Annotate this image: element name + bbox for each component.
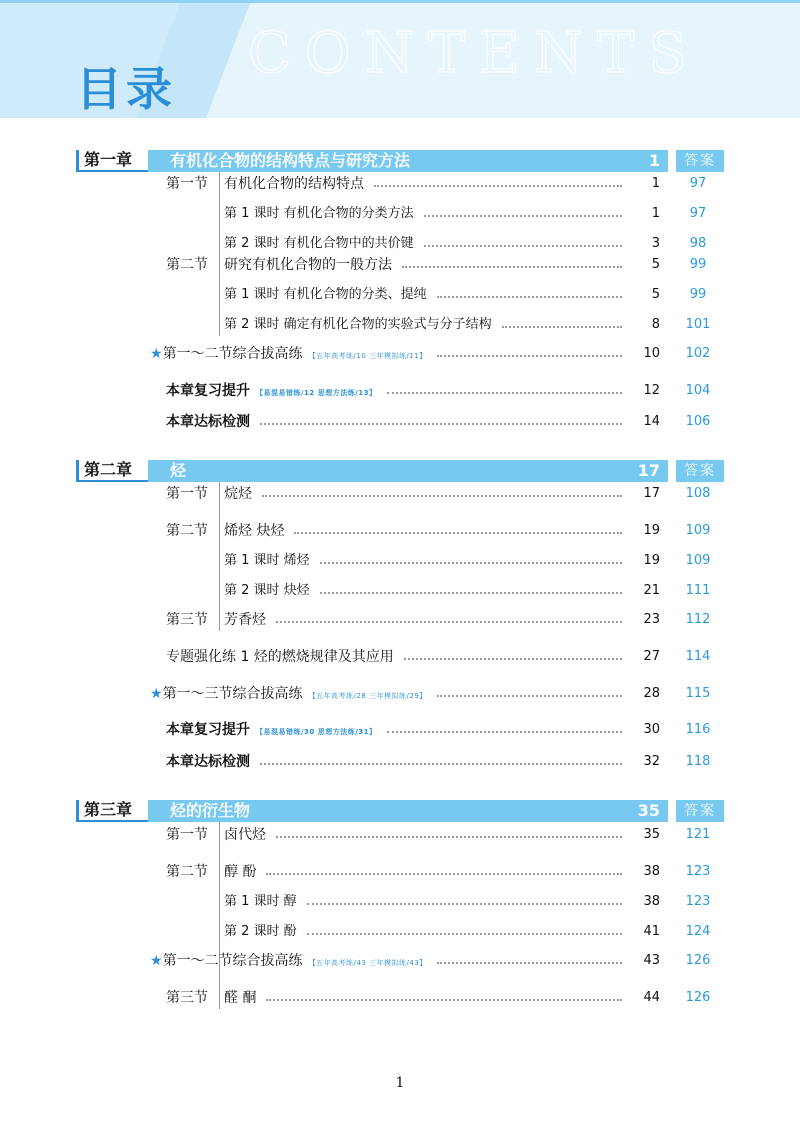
entry-title (166, 719, 377, 743)
dot-leader (424, 215, 622, 217)
chapter-block (76, 460, 724, 773)
toc-row[interactable] (76, 284, 724, 306)
entry-page: 19 (643, 553, 660, 568)
contents-watermark: CONTENTS (248, 21, 701, 86)
entry-text: 本章复习提升 (166, 722, 250, 738)
dot-leader (266, 999, 622, 1001)
entry-text: 本章复习提升 (166, 383, 250, 399)
entry-title (224, 284, 427, 306)
entry-title (224, 609, 266, 631)
toc-row[interactable] (76, 173, 724, 195)
entry-answer-page: 102 (685, 346, 711, 361)
section-label: 第一节 (166, 486, 208, 502)
chapter-title[interactable]: 烃的衍生物 (148, 800, 668, 822)
entry-page: 38 (643, 894, 660, 909)
entry-answer-page: 126 (685, 953, 711, 968)
entry-answer-page: 109 (685, 523, 711, 538)
entry-tag: 【易混易错练/12 思想方法练/13】 (256, 389, 377, 397)
entry-text: 第 2 课时 炔烃 (224, 583, 310, 598)
entry-page: 28 (643, 686, 660, 701)
entry-text: 第 2 课时 酚 (224, 924, 297, 939)
dot-leader (374, 185, 622, 187)
dot-leader (402, 266, 622, 268)
entry-answer-page: 109 (685, 553, 711, 568)
entry-title (224, 314, 492, 336)
entry-title (224, 254, 392, 276)
page-title: 目录 (76, 62, 176, 116)
entry-answer-page: 123 (685, 864, 711, 879)
entry-answer-page: 112 (685, 612, 711, 627)
section-label: 第二节 (166, 864, 208, 880)
entry-page: 5 (651, 287, 660, 302)
entry-page: 35 (643, 827, 660, 842)
star-icon: ★ (150, 346, 163, 362)
entry-title (224, 233, 414, 255)
entry-page: 38 (643, 864, 660, 879)
entry-text: 第 1 课时 烯烃 (224, 553, 310, 568)
dot-leader (404, 658, 622, 660)
entry-text: 第一～二节综合拔高练 (162, 953, 303, 969)
toc-row[interactable] (76, 683, 724, 705)
entry-text: 第 1 课时 有机化合物的分类、提纯 (224, 287, 427, 302)
entry-title (224, 580, 310, 602)
toc-row[interactable] (76, 751, 724, 773)
entry-title (166, 411, 250, 433)
dot-leader (294, 532, 622, 534)
entry-page: 23 (643, 612, 660, 627)
entry-answer-page: 97 (689, 206, 707, 221)
chapter-label: 第一章 (76, 150, 148, 172)
entry-page: 3 (651, 236, 660, 251)
toc-row[interactable] (76, 987, 724, 1009)
entry-text: 本章达标检测 (166, 414, 250, 430)
entry-title (224, 520, 284, 542)
entry-title (224, 891, 297, 913)
entry-tag: 【易混易错练/30 思想方法练/31】 (256, 728, 377, 736)
entry-page: 10 (643, 346, 660, 361)
entry-answer-page: 101 (685, 317, 711, 332)
entry-answer-page: 121 (685, 827, 711, 842)
dot-leader (424, 245, 622, 247)
entry-text: 第 2 课时 有机化合物中的共价键 (224, 236, 414, 251)
toc-row[interactable] (76, 646, 724, 668)
entry-answer-page: 115 (685, 686, 711, 701)
dot-leader (387, 731, 622, 733)
entry-tag: 【五年高考练/28 三年模拟练/29】 (308, 692, 427, 700)
entry-answer-page: 111 (685, 583, 711, 598)
dot-leader (276, 836, 622, 838)
entry-text: 有机化合物的结构特点 (224, 176, 364, 192)
section-label: 第二节 (166, 523, 208, 539)
entry-title (150, 950, 427, 974)
toc-row[interactable] (76, 861, 724, 883)
entry-answer-page: 126 (685, 990, 711, 1005)
entry-answer-page: 98 (689, 236, 707, 251)
chapter-page: 17 (637, 461, 660, 480)
toc-row[interactable] (76, 921, 724, 943)
toc-row[interactable] (76, 380, 724, 402)
star-icon: ★ (150, 953, 163, 969)
toc-row[interactable] (76, 233, 724, 255)
entry-tag: 【五年高考练/43 三年模拟练/43】 (308, 959, 427, 967)
toc-row[interactable] (76, 550, 724, 572)
entry-text: 卤代烃 (224, 827, 266, 843)
chapter-header (76, 150, 724, 172)
entry-text: 专题强化练 1 烃的燃烧规律及其应用 (166, 649, 394, 665)
entry-page: 14 (643, 414, 660, 429)
entry-text: 烯烃 炔烃 (224, 523, 285, 539)
dot-leader (260, 423, 622, 425)
dot-leader (437, 695, 622, 697)
section-label: 第一节 (166, 827, 208, 843)
toc-row[interactable] (76, 824, 724, 846)
toc-row[interactable] (76, 719, 724, 741)
header-band (0, 3, 800, 118)
entry-title (166, 380, 377, 404)
entry-page: 32 (643, 754, 660, 769)
entry-text: 芳香烃 (224, 612, 266, 628)
entry-page: 27 (643, 649, 660, 664)
entry-page: 30 (643, 722, 660, 737)
page-number: 1 (395, 1075, 405, 1091)
entry-answer-page: 116 (685, 722, 711, 737)
dot-leader (307, 933, 622, 935)
entry-text: 醛 酮 (224, 990, 257, 1006)
entry-text: 研究有机化合物的一般方法 (224, 257, 392, 273)
toc-row[interactable] (76, 343, 724, 365)
entry-title (224, 921, 297, 943)
entry-page: 17 (643, 486, 660, 501)
entry-tag: 【五年高考练/10 三年模拟练/11】 (308, 352, 427, 360)
entry-title (224, 550, 310, 572)
entry-answer-page: 114 (685, 649, 711, 664)
toc-row[interactable] (76, 411, 724, 433)
entry-page: 1 (651, 206, 660, 221)
entry-text: 第 1 课时 有机化合物的分类方法 (224, 206, 414, 221)
toc-row[interactable] (76, 609, 724, 631)
entry-title (224, 203, 414, 225)
entry-answer-page: 99 (689, 287, 707, 302)
entry-page: 12 (643, 383, 660, 398)
entry-page: 5 (651, 257, 660, 272)
entry-page: 44 (643, 990, 660, 1005)
section-label: 第二节 (166, 257, 208, 273)
chapter-header (76, 800, 724, 822)
toc-row[interactable] (76, 891, 724, 913)
entry-answer-page: 104 (685, 383, 711, 398)
chapter-block (76, 800, 724, 1009)
entry-title (224, 987, 256, 1009)
answer-header: 答案 (672, 460, 724, 482)
entry-page: 1 (651, 176, 660, 191)
chapter-title[interactable]: 有机化合物的结构特点与研究方法 (148, 150, 668, 172)
entry-answer-page: 106 (685, 414, 711, 429)
dot-leader (387, 392, 622, 394)
entry-page: 8 (651, 317, 660, 332)
chapter-page: 1 (648, 151, 660, 170)
entry-title (224, 824, 266, 846)
dot-leader (437, 962, 622, 964)
entry-title (150, 683, 427, 707)
dot-leader (502, 326, 622, 328)
chapter-label: 第二章 (76, 460, 148, 482)
toc-row[interactable] (76, 254, 724, 276)
toc-row[interactable] (76, 314, 724, 336)
chapter-title[interactable]: 烃 (148, 460, 668, 482)
entry-answer-page: 99 (689, 257, 707, 272)
entry-text: 烷烃 (224, 486, 252, 502)
dot-leader (262, 495, 622, 497)
entry-text: 第一～三节综合拔高练 (162, 686, 303, 702)
dot-leader (437, 355, 622, 357)
entry-page: 19 (643, 523, 660, 538)
entry-answer-page: 108 (685, 486, 711, 501)
entry-answer-page: 118 (685, 754, 711, 769)
entry-title (224, 173, 364, 195)
entry-answer-page: 123 (685, 894, 711, 909)
chapter-header (76, 460, 724, 482)
section-label: 第三节 (166, 612, 208, 628)
entry-text: 本章达标检测 (166, 754, 250, 770)
entry-answer-page: 124 (685, 924, 711, 939)
entry-title (224, 861, 256, 883)
dot-leader (307, 903, 622, 905)
entry-title (224, 483, 252, 505)
section-label: 第三节 (166, 990, 208, 1006)
dot-leader (320, 562, 622, 564)
entry-text: 第 1 课时 醇 (224, 894, 297, 909)
entry-title (150, 343, 427, 367)
entry-page: 21 (643, 583, 660, 598)
star-icon: ★ (150, 686, 163, 702)
toc-row[interactable] (76, 950, 724, 972)
entry-text: 醇 酚 (224, 864, 257, 880)
section-label: 第一节 (166, 176, 208, 192)
dot-leader (437, 296, 622, 298)
dot-leader (276, 621, 622, 623)
entry-title (166, 646, 394, 668)
chapter-page: 35 (637, 801, 660, 820)
section-divider (219, 822, 220, 1009)
entry-text: 第一～二节综合拔高练 (162, 346, 303, 362)
dot-leader (266, 873, 622, 875)
dot-leader (260, 763, 622, 765)
answer-header: 答案 (672, 800, 724, 822)
dot-leader (320, 592, 622, 594)
chapter-block (76, 150, 724, 433)
toc-row[interactable] (76, 203, 724, 225)
entry-page: 43 (643, 953, 660, 968)
toc-row[interactable] (76, 520, 724, 542)
chapter-label: 第三章 (76, 800, 148, 822)
entry-text: 第 2 课时 确定有机化合物的实验式与分子结构 (224, 317, 492, 332)
entry-page: 41 (643, 924, 660, 939)
toc-row[interactable] (76, 483, 724, 505)
entry-answer-page: 97 (689, 176, 707, 191)
answer-header: 答案 (672, 150, 724, 172)
toc-row[interactable] (76, 580, 724, 602)
entry-title (166, 751, 250, 773)
